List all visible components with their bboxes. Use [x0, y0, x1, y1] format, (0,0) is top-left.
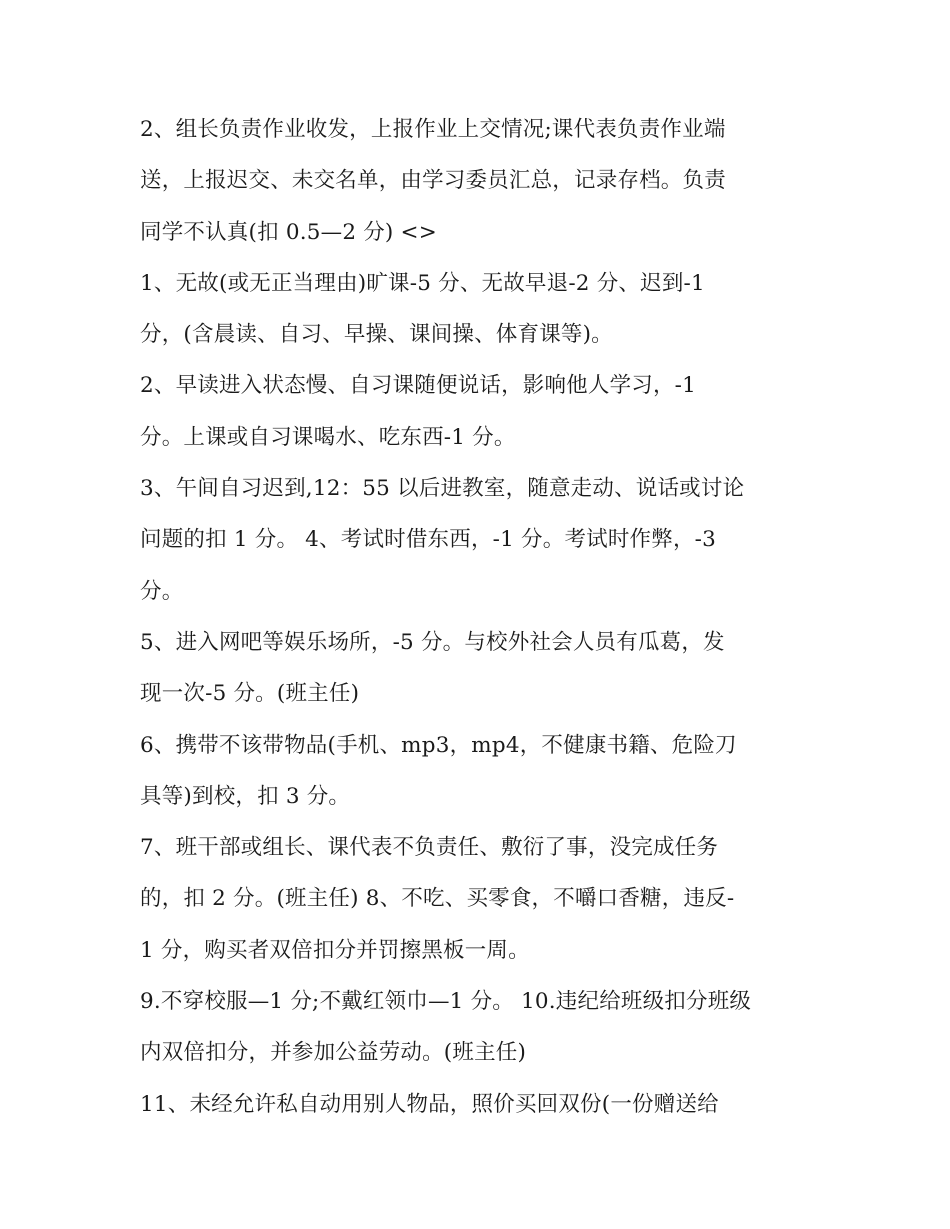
text-line: 3、午间自习迟到,12：55 以后进教室，随意走动、说话或讨论 — [140, 476, 745, 502]
text-line: 7、班干部或组长、课代表不负责任、敷衍了事，没完成任务 — [140, 835, 719, 861]
text-line: 分，(含晨读、自习、早操、课间操、体育课等)。 — [140, 322, 613, 348]
text-line: 的，扣 2 分。(班主任) 8、不吃、买零食，不嚼口香糖，违反- — [140, 886, 735, 912]
text-line: 1、无故(或无正当理由)旷课-5 分、无故早退-2 分、迟到-1 — [140, 270, 705, 296]
text-line: 9.不穿校服—1 分;不戴红领巾—1 分。 10.违纪给班级扣分班级 — [140, 989, 752, 1015]
document-body — [140, 104, 820, 1130]
text-line: 11、未经允许私自动用别人物品，照价买回双份(一份赠送给 — [140, 1091, 719, 1117]
text-line: 5、进入网吧等娱乐场所，-5 分。与校外社会人员有瓜葛，发 — [140, 629, 725, 655]
text-line: 同学不认真(扣 0.5—2 分) <> — [140, 219, 437, 245]
text-line: 具等)到校，扣 3 分。 — [140, 783, 351, 809]
text-line: 内双倍扣分，并参加公益劳动。(班主任) — [140, 1040, 527, 1066]
text-line: 1 分，购买者双倍扣分并罚擦黑板一周。 — [140, 937, 530, 963]
text-line: 问题的扣 1 分。 4、考试时借东西，-1 分。考试时作弊，-3 — [140, 527, 716, 553]
text-line: 送，上报迟交、未交名单，由学习委员汇总，记录存档。负责 — [140, 168, 726, 194]
text-line: 2、早读进入状态慢、自习课随便说话，影响他人学习，-1 — [140, 373, 697, 399]
text-line: 现一次-5 分。(班主任) — [140, 681, 360, 707]
text-line: 分。上课或自习课喝水、吃东西-1 分。 — [140, 424, 516, 450]
text-line: 6、携带不该带物品(手机、mp3，mp4，不健康书籍、危险刀 — [140, 732, 737, 758]
text-line: 2、组长负责作业收发，上报作业上交情况;课代表负责作业端 — [140, 117, 726, 142]
text-line: 分。 — [140, 578, 184, 604]
